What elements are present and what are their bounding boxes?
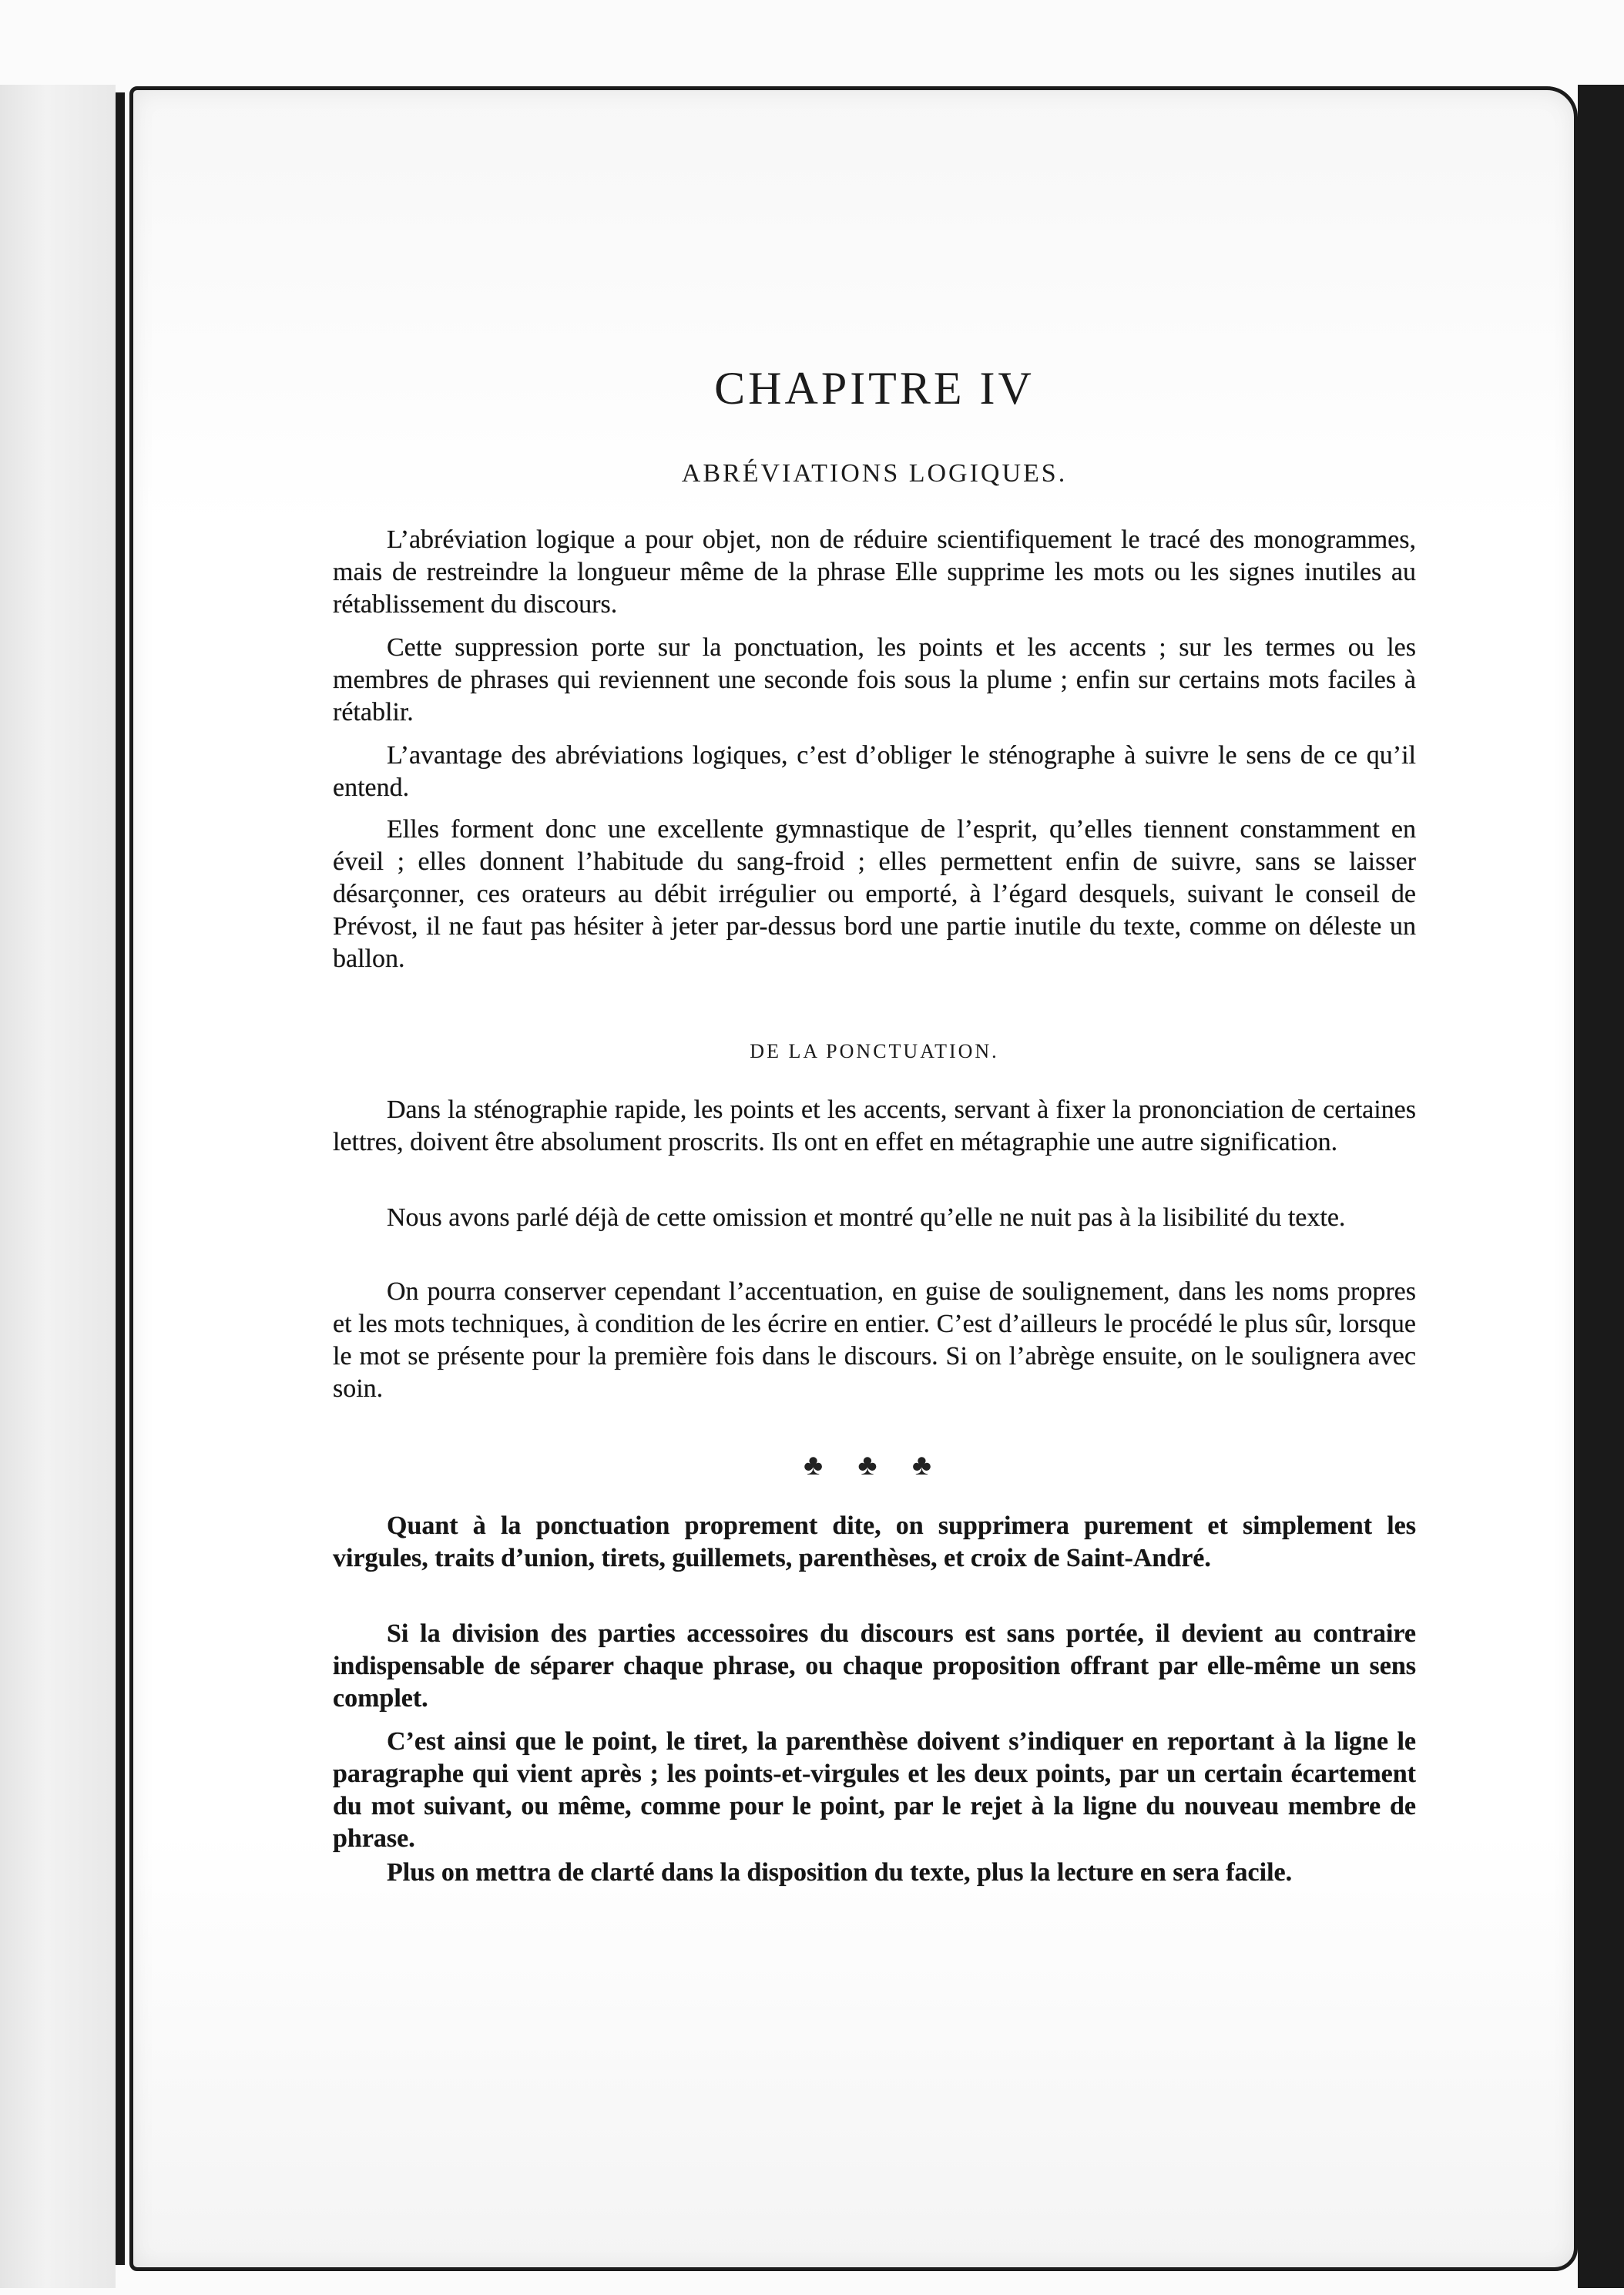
section-ornament: ♣ ♣ ♣ xyxy=(804,1449,945,1481)
paragraph: Si la division des parties accessoires du discours est sans portée, il devient au contraire indispensable de séparer chaque phrase, ou chaque proposition offrant par elle-même un sens complet. xyxy=(333,1619,1416,1713)
paragraph: On pourra conserver cependant l’accentuation, en guise de soulignement, dans les noms propres et les mots techniques, à condition de les écrire en entier. C’est d’ailleurs le procédé le plus sûr, lorsque le mot se présente pour la première fois dans le discours. Si on l’abrège ensuite, on le soulignera avec soin. xyxy=(333,1277,1416,1403)
paragraph: Cette suppression porte sur la ponctuation, les points et les accents ; sur les termes ou les membres de phrases qui reviennent une seconde fois sous la plume ; enfin sur certains mots faciles à rétablir. xyxy=(333,633,1416,726)
paragraph: L’abréviation logique a pour objet, non de réduire scientifiquement le tracé des monogrammes, mais de restreindre la longueur même de la phrase Elle supprime les mots ou les signes inutiles au rétablissement du discours. xyxy=(333,525,1416,619)
page-gutter-shadow xyxy=(116,92,125,2265)
paragraph: Nous avons parlé déjà de cette omission et montré qu’elle ne nuit pas à la lisibilité du texte. xyxy=(387,1203,1346,1232)
right-scan-shadow xyxy=(1578,85,1624,2288)
paragraph: L’avantage des abréviations logiques, c’est d’obliger le sténographe à suivre le sens de ce qu’il entend. xyxy=(333,741,1416,802)
paragraph: Dans la sténographie rapide, les points et les accents, servant à fixer la prononciation de certaines lettres, doivent être absolument proscrits. Ils ont en effet en métagraphie une autre signification. xyxy=(333,1095,1416,1156)
paragraph: Plus on mettra de clarté dans la disposition du texte, plus la lecture en sera facile. xyxy=(387,1858,1293,1887)
chapter-title: CHAPITRE IV xyxy=(714,363,1035,414)
paragraph: Elles forment donc une excellente gymnastique de l’esprit, qu’elles tiennent constamment en éveil ; elles donnent l’habitude du sang-froid ; elles permettent enfin de suivre, sans se laisser désarçonner, ces orateurs au débit irrégulier ou emporté, à l’égard desquels, suivant le conseil de Prévost, il ne faut pas hésiter à jeter par-dessus bord une partie inutile du texte, comme on déleste un ballon. xyxy=(333,815,1416,973)
section-title: ABRÉVIATIONS LOGIQUES. xyxy=(681,459,1068,488)
subheading: DE LA PONCTUATION. xyxy=(750,1040,999,1062)
previous-page-edge xyxy=(0,85,116,2288)
paragraph: Quant à la ponctuation proprement dite, on supprimera purement et simplement les virgules, traits d’union, tirets, guillemets, parenthèses, et croix de Saint-André. xyxy=(333,1512,1416,1572)
paragraph: C’est ainsi que le point, le tiret, la parenthèse doivent s’indiquer en reportant à la ligne le paragraphe qui vient après ; les points-et-virgules et les deux points, par un certain écartement du mot suivant, ou même, comme pour le point, par le rejet à la ligne du nouveau membre de phrase. xyxy=(333,1727,1416,1853)
